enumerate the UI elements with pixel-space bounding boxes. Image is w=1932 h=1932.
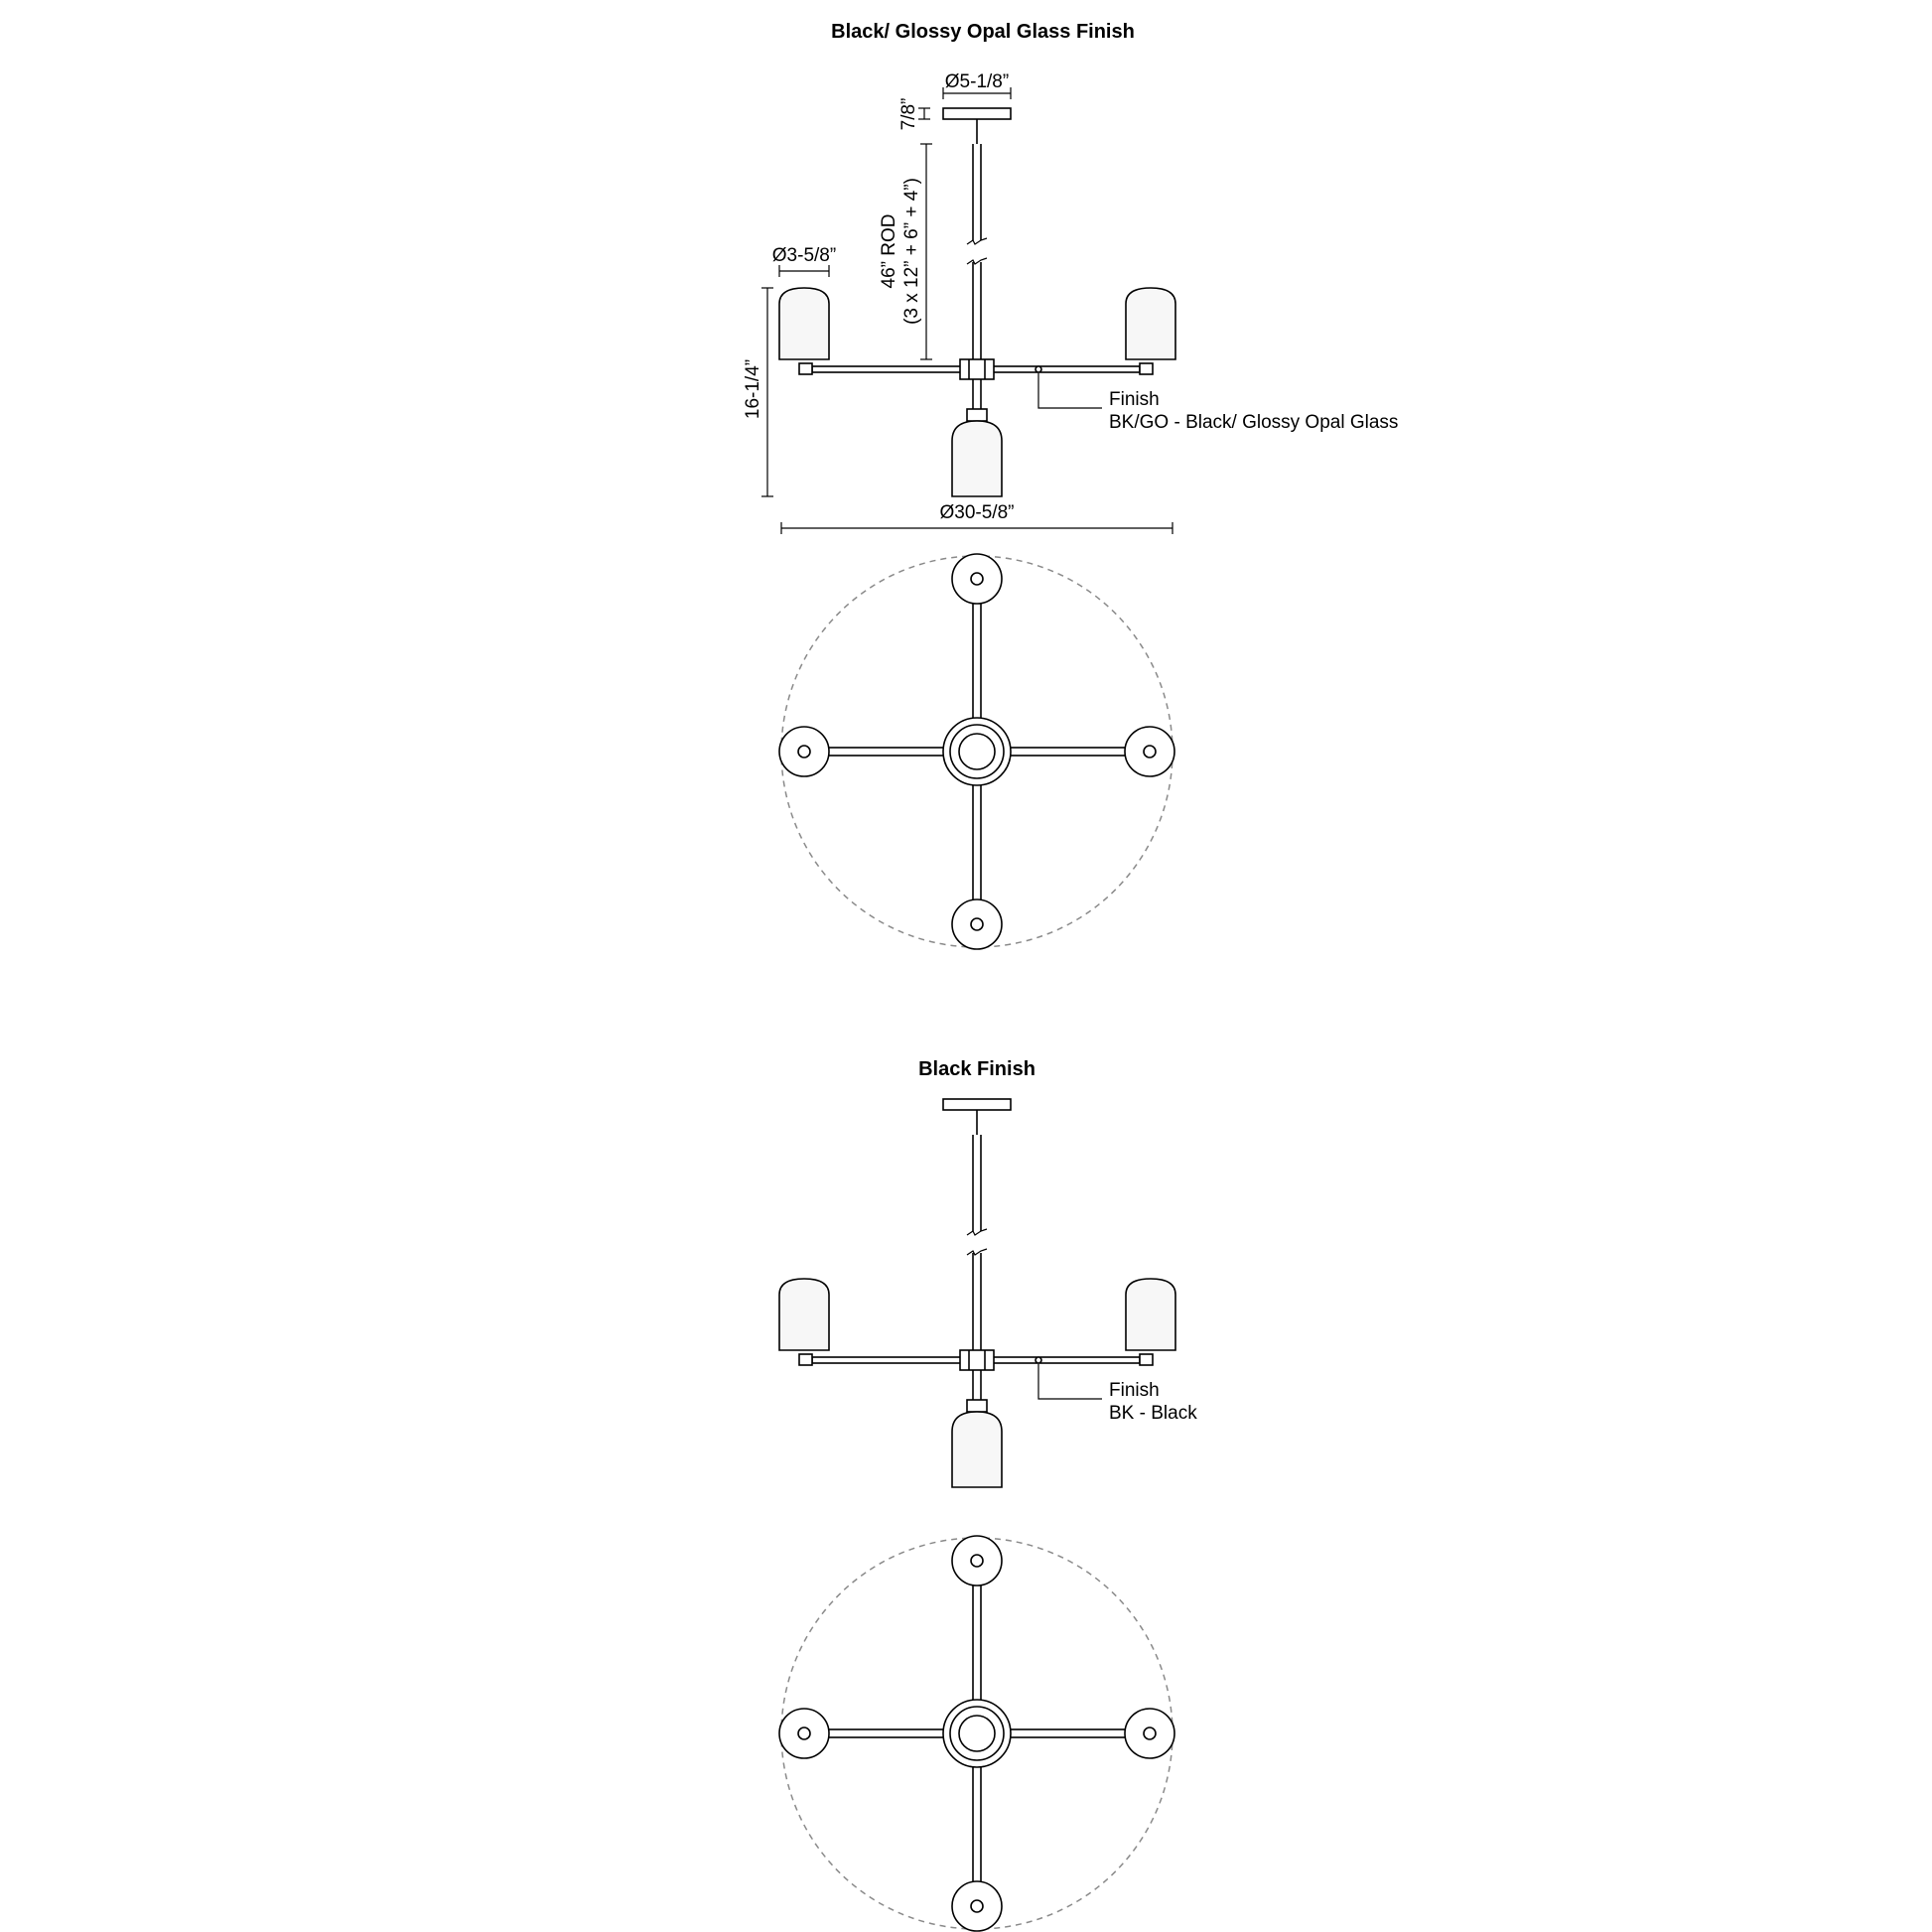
finish-marker bbox=[1035, 366, 1041, 372]
plan-view bbox=[779, 554, 1174, 949]
section-black bbox=[779, 1058, 1197, 1931]
center-hub bbox=[960, 359, 994, 379]
plan-view bbox=[779, 1536, 1174, 1931]
finish-value: BK - Black bbox=[1109, 1403, 1197, 1424]
fixture-height-label: 16-1/4” bbox=[743, 358, 763, 420]
side-elevation-view bbox=[779, 1099, 1197, 1487]
section-title: Black/ Glossy Opal Glass Finish bbox=[831, 21, 1135, 43]
finish-heading: Finish bbox=[1109, 389, 1160, 410]
overall-diameter-label: Ø30-5/8” bbox=[939, 502, 1015, 523]
shade-diameter-label: Ø3-5/8” bbox=[771, 245, 837, 266]
side-elevation-view bbox=[779, 108, 1398, 496]
right-shade bbox=[1126, 288, 1175, 359]
canopy-diameter-label: Ø5-1/8” bbox=[944, 71, 1010, 92]
canopy bbox=[943, 108, 1011, 119]
left-socket bbox=[799, 1354, 812, 1365]
rod-length-label: 46” ROD bbox=[879, 213, 899, 289]
lower-shade bbox=[952, 1412, 1002, 1487]
finish-value: BK/GO - Black/ Glossy Opal Glass bbox=[1109, 412, 1399, 433]
rod-segments-label: (3 x 12” + 6” + 4”) bbox=[901, 178, 922, 325]
finish-marker bbox=[1035, 1357, 1041, 1363]
right-shade bbox=[1126, 1279, 1175, 1350]
right-socket bbox=[1140, 1354, 1153, 1365]
section-title: Black Finish bbox=[918, 1058, 1035, 1080]
canopy-height-label: 7/8” bbox=[898, 97, 919, 131]
left-shade bbox=[779, 1279, 829, 1350]
section-glossy-opal bbox=[743, 21, 1398, 949]
canopy bbox=[943, 1099, 1011, 1110]
rod bbox=[967, 1135, 987, 1350]
left-shade bbox=[779, 288, 829, 359]
finish-heading: Finish bbox=[1109, 1380, 1160, 1401]
lower-shade bbox=[952, 421, 1002, 496]
right-socket bbox=[1140, 363, 1153, 374]
center-hub bbox=[960, 1350, 994, 1370]
left-socket bbox=[799, 363, 812, 374]
rod bbox=[967, 144, 987, 359]
